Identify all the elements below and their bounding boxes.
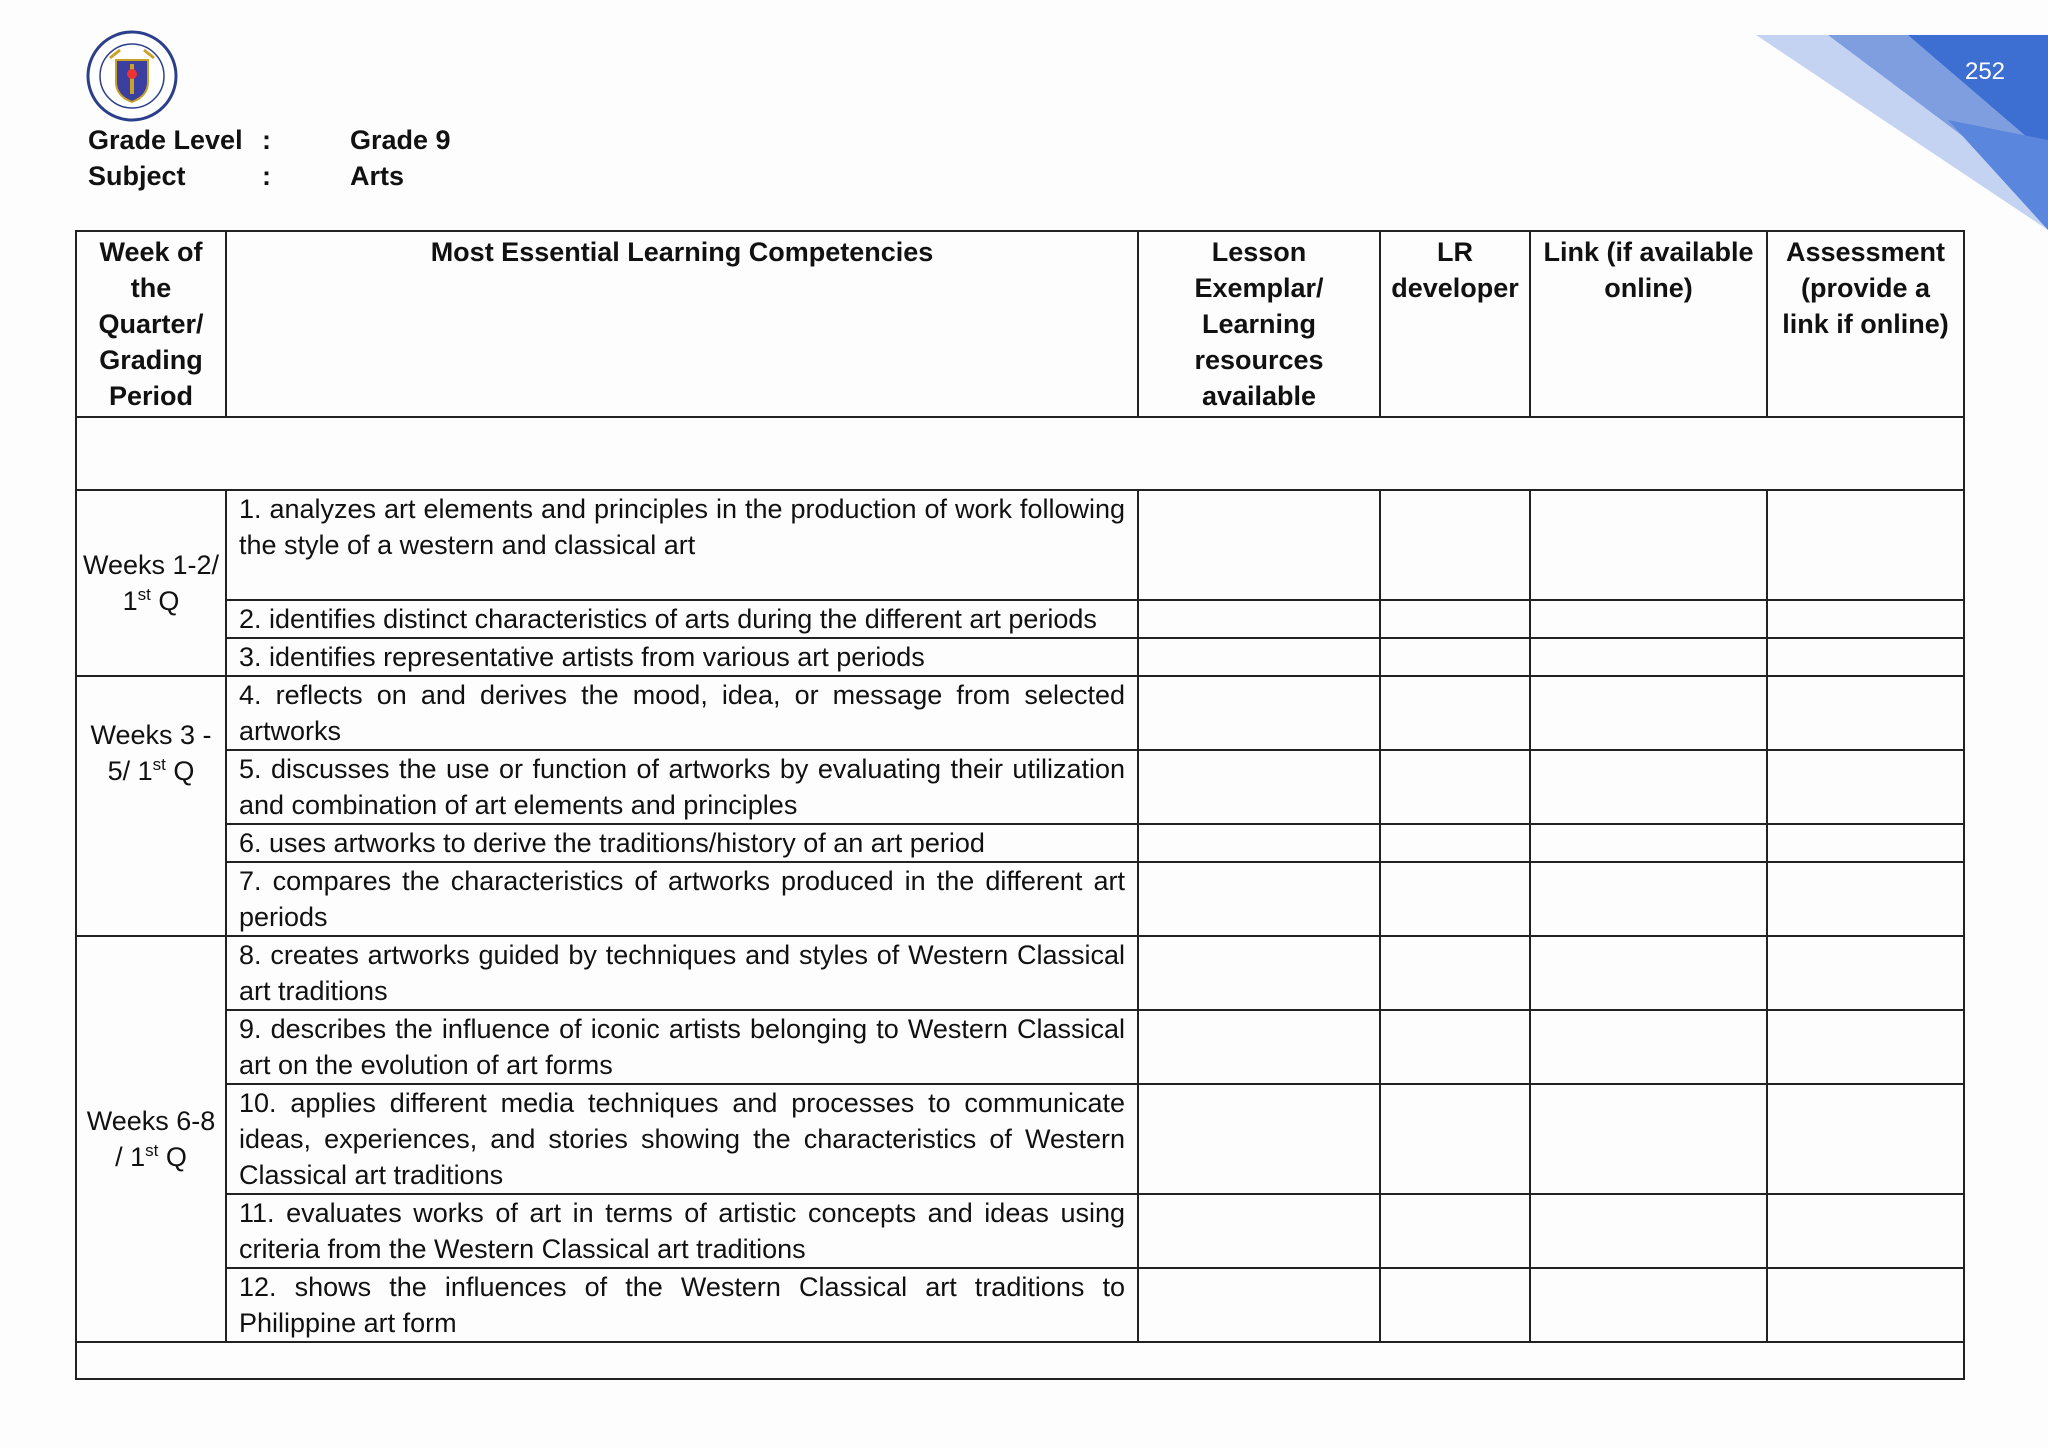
assessment-cell[interactable] xyxy=(1767,750,1964,824)
assessment-cell[interactable] xyxy=(1767,600,1964,638)
grade-level-value: Grade 9 xyxy=(350,125,451,155)
competency-cell: 2. identifies distinct characteristics of arts during the different art periods xyxy=(226,600,1138,638)
week-label: Weeks 3 - 5/ 1 xyxy=(90,720,212,786)
table-row xyxy=(76,936,1964,1010)
competency-cell: 5. discusses the use or function of artworks by evaluating their utilization and combination of art elements and principles xyxy=(226,750,1138,824)
lr-cell[interactable] xyxy=(1380,1084,1530,1194)
spacer-cell xyxy=(76,417,1964,490)
lr-cell[interactable] xyxy=(1380,936,1530,1010)
competency-cell: 6. uses artworks to derive the traditions/history of an art period xyxy=(226,824,1138,862)
assessment-cell[interactable] xyxy=(1767,490,1964,600)
link-cell[interactable] xyxy=(1530,1010,1767,1084)
competency-cell: 3. identifies representative artists from various art periods xyxy=(226,638,1138,676)
lr-cell[interactable] xyxy=(1380,1194,1530,1268)
link-cell[interactable] xyxy=(1530,638,1767,676)
lr-cell[interactable] xyxy=(1380,1010,1530,1084)
grade-level-colon: : xyxy=(262,125,271,155)
link-cell[interactable] xyxy=(1530,824,1767,862)
grade-level-label: Grade Level xyxy=(88,125,243,155)
assessment-cell[interactable] xyxy=(1767,862,1964,936)
link-cell[interactable] xyxy=(1530,676,1767,750)
link-cell[interactable] xyxy=(1530,936,1767,1010)
competency-cell: 4. reflects on and derives the mood, idea, or message from selected artworks xyxy=(226,676,1138,750)
lesson-cell[interactable] xyxy=(1138,600,1380,638)
table-row xyxy=(76,1268,1964,1342)
assessment-cell[interactable] xyxy=(1767,936,1964,1010)
document-meta xyxy=(88,122,451,194)
lr-cell[interactable] xyxy=(1380,750,1530,824)
link-cell[interactable] xyxy=(1530,862,1767,936)
spacer-row xyxy=(76,417,1964,490)
assessment-cell[interactable] xyxy=(1767,824,1964,862)
assessment-cell[interactable] xyxy=(1767,1194,1964,1268)
lr-cell[interactable] xyxy=(1380,1268,1530,1342)
lesson-cell[interactable] xyxy=(1138,1194,1380,1268)
week-cell-3 xyxy=(76,936,226,1342)
link-cell[interactable] xyxy=(1530,1084,1767,1194)
table-row xyxy=(76,676,1964,750)
lesson-cell[interactable] xyxy=(1138,1010,1380,1084)
melc-table xyxy=(75,230,1965,1380)
footer-spacer-cell xyxy=(76,1342,1964,1379)
assessment-cell[interactable] xyxy=(1767,676,1964,750)
week-label-tail: Q xyxy=(165,756,195,786)
lr-cell[interactable] xyxy=(1380,676,1530,750)
competency-cell: 11. evaluates works of art in terms of artistic concepts and ideas using criteria from the Western Classical art traditions xyxy=(226,1194,1138,1268)
link-cell[interactable] xyxy=(1530,1194,1767,1268)
table-row xyxy=(76,1194,1964,1268)
week-label: Weeks 6-8 / 1 xyxy=(86,1106,216,1172)
table-row xyxy=(76,862,1964,936)
assessment-cell[interactable] xyxy=(1767,638,1964,676)
header-melc: Most Essential Learning Competencies xyxy=(226,231,1138,417)
grade-level-row xyxy=(88,122,451,158)
week-label-sup: st xyxy=(152,755,166,774)
competency-cell: 9. describes the influence of iconic artists belonging to Western Classical art on the evolution of art forms xyxy=(226,1010,1138,1084)
lesson-cell[interactable] xyxy=(1138,862,1380,936)
lesson-cell[interactable] xyxy=(1138,490,1380,600)
table-row xyxy=(76,1010,1964,1084)
week-label-tail: Q xyxy=(150,586,180,616)
subject-colon: : xyxy=(262,161,271,191)
assessment-cell[interactable] xyxy=(1767,1010,1964,1084)
header-row xyxy=(76,231,1964,417)
header-week: Week of the Quarter/ Grading Period xyxy=(76,231,226,417)
competency-cell: 7. compares the characteristics of artworks produced in the different art periods xyxy=(226,862,1138,936)
subject-value: Arts xyxy=(350,161,405,191)
table-row xyxy=(76,1084,1964,1194)
lesson-cell[interactable] xyxy=(1138,936,1380,1010)
lesson-cell[interactable] xyxy=(1138,638,1380,676)
header-assessment: Assessment (provide a link if online) xyxy=(1767,231,1964,417)
subject-row xyxy=(88,158,451,194)
header-lesson-exemplar: Lesson Exemplar/ Learning resources available xyxy=(1138,231,1380,417)
footer-spacer-row xyxy=(76,1342,1964,1379)
table-row xyxy=(76,490,1964,600)
deped-seal-icon xyxy=(86,30,178,122)
assessment-cell[interactable] xyxy=(1767,1084,1964,1194)
lr-cell[interactable] xyxy=(1380,638,1530,676)
competency-cell: 10. applies different media techniques and processes to communicate ideas, experiences, and stories showing the characteristics of Western Classical art traditions xyxy=(226,1084,1138,1194)
lesson-cell[interactable] xyxy=(1138,1268,1380,1342)
week-label-sup: st xyxy=(137,585,151,604)
week-label: Weeks 1-2/ 1 xyxy=(82,550,220,616)
table-row xyxy=(76,750,1964,824)
header-link: Link (if available online) xyxy=(1530,231,1767,417)
week-label-tail: Q xyxy=(158,1142,187,1172)
assessment-cell[interactable] xyxy=(1767,1268,1964,1342)
link-cell[interactable] xyxy=(1530,750,1767,824)
competency-cell: 1. analyzes art elements and principles in the production of work following the style of a western and classical art xyxy=(226,490,1138,600)
table-row xyxy=(76,638,1964,676)
link-cell[interactable] xyxy=(1530,600,1767,638)
competency-cell: 12. shows the influences of the Western Classical art traditions to Philippine art form xyxy=(226,1268,1138,1342)
week-cell-1 xyxy=(76,490,226,676)
lesson-cell[interactable] xyxy=(1138,750,1380,824)
competency-cell: 8. creates artworks guided by techniques and styles of Western Classical art traditions xyxy=(226,936,1138,1010)
link-cell[interactable] xyxy=(1530,490,1767,600)
lr-cell[interactable] xyxy=(1380,490,1530,600)
link-cell[interactable] xyxy=(1530,1268,1767,1342)
lesson-cell[interactable] xyxy=(1138,1084,1380,1194)
header-lr-developer: LR developer xyxy=(1380,231,1530,417)
week-label-sup: st xyxy=(145,1141,159,1160)
lr-cell[interactable] xyxy=(1380,824,1530,862)
lesson-cell[interactable] xyxy=(1138,824,1380,862)
lr-cell[interactable] xyxy=(1380,600,1530,638)
table-row xyxy=(76,824,1964,862)
corner-decoration xyxy=(1528,0,2048,260)
subject-label: Subject xyxy=(88,161,186,191)
week-cell-2 xyxy=(76,676,226,936)
lr-cell[interactable] xyxy=(1380,862,1530,936)
lesson-cell[interactable] xyxy=(1138,676,1380,750)
table-row xyxy=(76,600,1964,638)
page-number: 252 xyxy=(1964,58,2006,85)
